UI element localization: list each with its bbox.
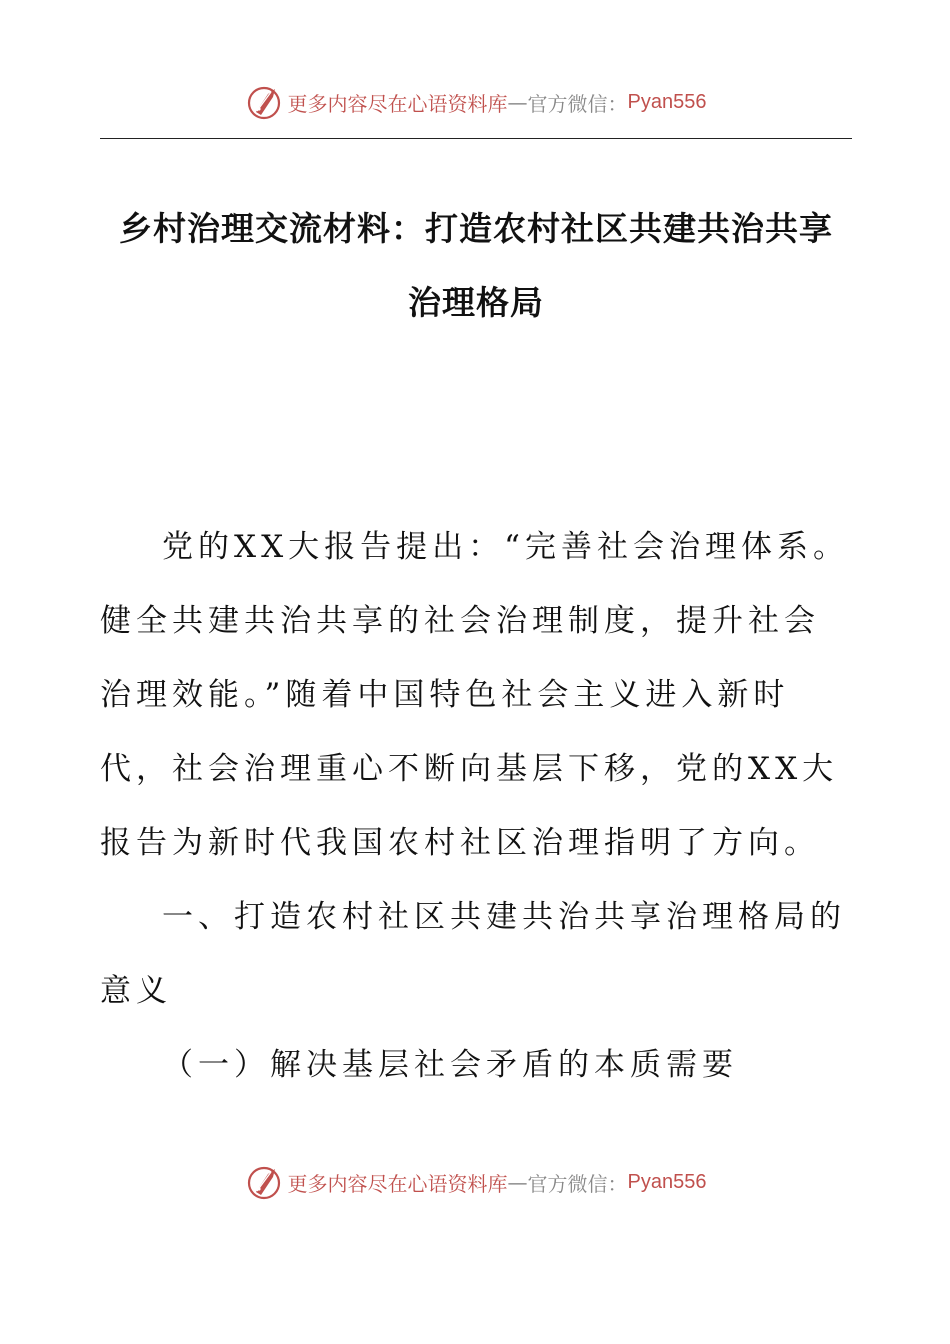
pen-nib-logo-icon	[244, 82, 284, 122]
watermark-contact-id: Pyan556	[627, 1170, 707, 1193]
footer-watermark	[0, 1160, 950, 1204]
pen-nib-logo-icon	[244, 1162, 284, 1202]
header-watermark	[0, 80, 950, 124]
watermark-site-text: 更多内容尽在心语资料库	[287, 1171, 508, 1196]
section-heading: 一、打造农村社区共建共治共享治理格局的意义	[100, 899, 846, 1009]
title-line-2: 治理格局	[408, 283, 544, 322]
subsection-heading: （一）解决基层社会矛盾的本质需要	[162, 1047, 738, 1083]
watermark-contact-label: 官方微信：	[527, 1171, 628, 1196]
body-paragraph: 党的XX大报告提出：“完善社会治理体系。健全共建共治共享的社会治理制度，提升社会治理效能。”随着中国特色社会主义进入新时代，社会治理重心不断向基层下移，党的XX大报告为新时代我国农村社区治理指明了方向。	[100, 529, 849, 861]
title-line-1: 乡村治理交流材料：打造农村社区共建共治共享	[119, 209, 833, 248]
watermark-contact-label: 官方微信：	[527, 91, 628, 116]
document-body	[100, 510, 852, 1102]
document-title	[100, 192, 852, 340]
header-rule	[100, 138, 852, 139]
watermark-site-text: 更多内容尽在心语资料库	[287, 91, 508, 116]
watermark-separator: —	[507, 1170, 528, 1194]
watermark-separator: —	[507, 90, 528, 114]
watermark-contact-id: Pyan556	[627, 90, 707, 113]
